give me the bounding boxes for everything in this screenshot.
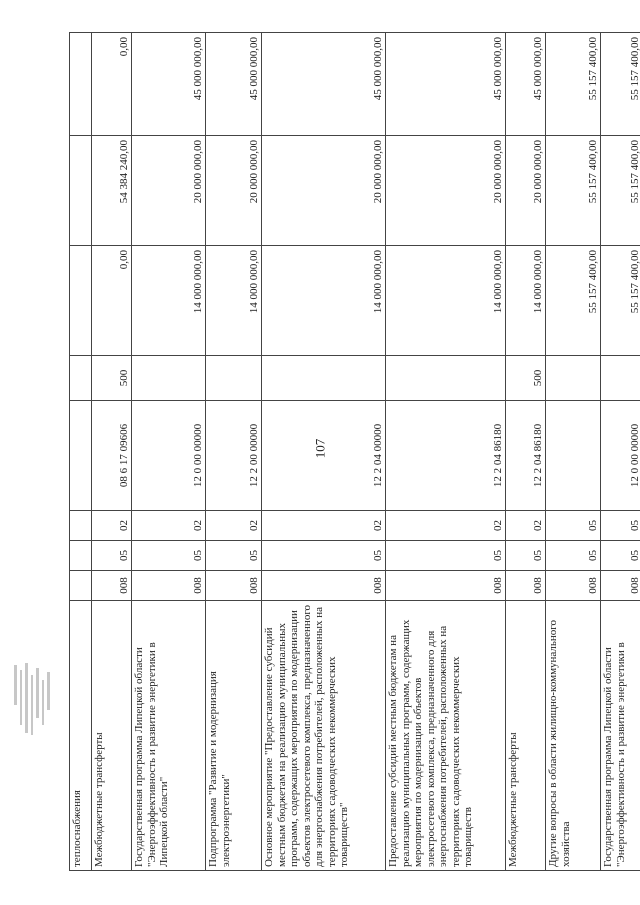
amount-cell-3: 45 000 000,00 — [206, 33, 262, 136]
table-row — [132, 33, 206, 871]
faint-stamp-mark — [8, 660, 58, 755]
subsection-cell: 02 — [206, 511, 262, 541]
page-number: 107 — [312, 438, 328, 459]
section-cell: 05 — [506, 541, 546, 571]
amount-cell-1: 14 000 000,00 — [506, 246, 546, 356]
target-article-cell: 12 2 04 00000 — [262, 401, 386, 511]
table-row — [262, 33, 386, 871]
expense-type-cell — [601, 356, 640, 401]
subsection-cell: 05 — [601, 511, 640, 541]
amount-cell-1: 55 157 400,00 — [546, 246, 601, 356]
table-body — [70, 33, 640, 871]
amount-cell-3: 0,00 — [92, 33, 132, 136]
table-row — [546, 33, 601, 871]
ministry-code-cell: 008 — [206, 571, 262, 601]
ministry-code-cell: 008 — [262, 571, 386, 601]
name-cell: Государственная программа Липецкой области "Энергоэффективность и развитие энергетики в — [601, 601, 640, 871]
section-cell: 05 — [206, 541, 262, 571]
target-article-cell: 12 2 04 86180 — [506, 401, 546, 511]
amount-cell-2: 20 000 000,00 — [386, 136, 506, 246]
amount-cell-1: 14 000 000,00 — [132, 246, 206, 356]
table-row — [70, 33, 92, 871]
section-cell — [70, 541, 92, 571]
name-cell: Подпрограмма "Развитие и модернизация электроэнергетики" — [206, 601, 262, 871]
name-cell: Другие вопросы в области жилищно-коммунального хозяйства — [546, 601, 601, 871]
table-row — [601, 33, 640, 871]
rotated-budget-table — [69, 33, 640, 871]
amount-cell-1: 14 000 000,00 — [386, 246, 506, 356]
table-row — [386, 33, 506, 871]
subsection-cell: 02 — [386, 511, 506, 541]
amount-cell-3: 45 000 000,00 — [386, 33, 506, 136]
table-row — [506, 33, 546, 871]
target-article-cell: 12 2 00 00000 — [206, 401, 262, 511]
amount-cell-1 — [70, 246, 92, 356]
budget-table — [69, 32, 640, 871]
target-article-cell: 12 2 04 86180 — [386, 401, 506, 511]
subsection-cell: 05 — [546, 511, 601, 541]
amount-cell-3: 55 157 400,00 — [601, 33, 640, 136]
ministry-code-cell: 008 — [92, 571, 132, 601]
section-cell: 05 — [386, 541, 506, 571]
amount-cell-3: 45 000 000,00 — [132, 33, 206, 136]
expense-type-cell: 500 — [92, 356, 132, 401]
target-article-cell — [546, 401, 601, 511]
amount-cell-2: 54 384 240,00 — [92, 136, 132, 246]
expense-type-cell — [546, 356, 601, 401]
subsection-cell: 02 — [262, 511, 386, 541]
amount-cell-3: 45 000 000,00 — [506, 33, 546, 136]
table-row — [92, 33, 132, 871]
target-article-cell: 12 0 00 00000 — [132, 401, 206, 511]
target-article-cell — [70, 401, 92, 511]
amount-cell-2 — [70, 136, 92, 246]
ministry-code-cell: 008 — [132, 571, 206, 601]
expense-type-cell — [386, 356, 506, 401]
amount-cell-2: 20 000 000,00 — [506, 136, 546, 246]
expense-type-cell — [132, 356, 206, 401]
ministry-code-cell: 008 — [546, 571, 601, 601]
expense-type-cell — [206, 356, 262, 401]
amount-cell-2: 20 000 000,00 — [132, 136, 206, 246]
amount-cell-1: 14 000 000,00 — [262, 246, 386, 356]
section-cell: 05 — [546, 541, 601, 571]
expense-type-cell: 500 — [506, 356, 546, 401]
amount-cell-3: 55 157 400,00 — [546, 33, 601, 136]
amount-cell-2: 55 157 400,00 — [546, 136, 601, 246]
amount-cell-1: 0,00 — [92, 246, 132, 356]
subsection-cell — [70, 511, 92, 541]
subsection-cell: 02 — [132, 511, 206, 541]
target-article-cell: 08 6 17 09606 — [92, 401, 132, 511]
amount-cell-1: 55 157 400,00 — [601, 246, 640, 356]
target-article-cell: 12 0 00 00000 — [601, 401, 640, 511]
section-cell: 05 — [601, 541, 640, 571]
section-cell: 05 — [262, 541, 386, 571]
name-cell: Межбюджетные трансферты — [92, 601, 132, 871]
subsection-cell: 02 — [506, 511, 546, 541]
name-cell: Основное мероприятие "Предоставление субсидий местным бюджетам на реализацию муниципальных программ, содержащих мероприятия по модернизации объектов электросетевого комплекса, предназначенного для энергоснабжения потребителей, расположенных на территориях садоводческих некоммерческих товариществ" — [262, 601, 386, 871]
amount-cell-3 — [70, 33, 92, 136]
expense-type-cell — [70, 356, 92, 401]
expense-type-cell — [262, 356, 386, 401]
name-cell: теплоснабжения — [70, 601, 92, 871]
ministry-code-cell: 008 — [601, 571, 640, 601]
amount-cell-2: 55 157 400,00 — [601, 136, 640, 246]
subsection-cell: 02 — [92, 511, 132, 541]
amount-cell-3: 45 000 000,00 — [262, 33, 386, 136]
section-cell: 05 — [92, 541, 132, 571]
section-cell: 05 — [132, 541, 206, 571]
amount-cell-2: 20 000 000,00 — [262, 136, 386, 246]
table-row — [206, 33, 262, 871]
name-cell: Государственная программа Липецкой области "Энергоэффективность и развитие энергетики в Липецкой области" — [132, 601, 206, 871]
ministry-code-cell — [70, 571, 92, 601]
name-cell: Межбюджетные трансферты — [506, 601, 546, 871]
amount-cell-2: 20 000 000,00 — [206, 136, 262, 246]
name-cell: Предоставление субсидий местным бюджетам на реализацию муниципальных программ, содержащих мероприятия по модернизации объектов электросетевого комплекса, предназначенного для энергоснабжения потребителей, расположенных на территориях садоводческих некоммерческих товариществ — [386, 601, 506, 871]
ministry-code-cell: 008 — [386, 571, 506, 601]
ministry-code-cell: 008 — [506, 571, 546, 601]
amount-cell-1: 14 000 000,00 — [206, 246, 262, 356]
